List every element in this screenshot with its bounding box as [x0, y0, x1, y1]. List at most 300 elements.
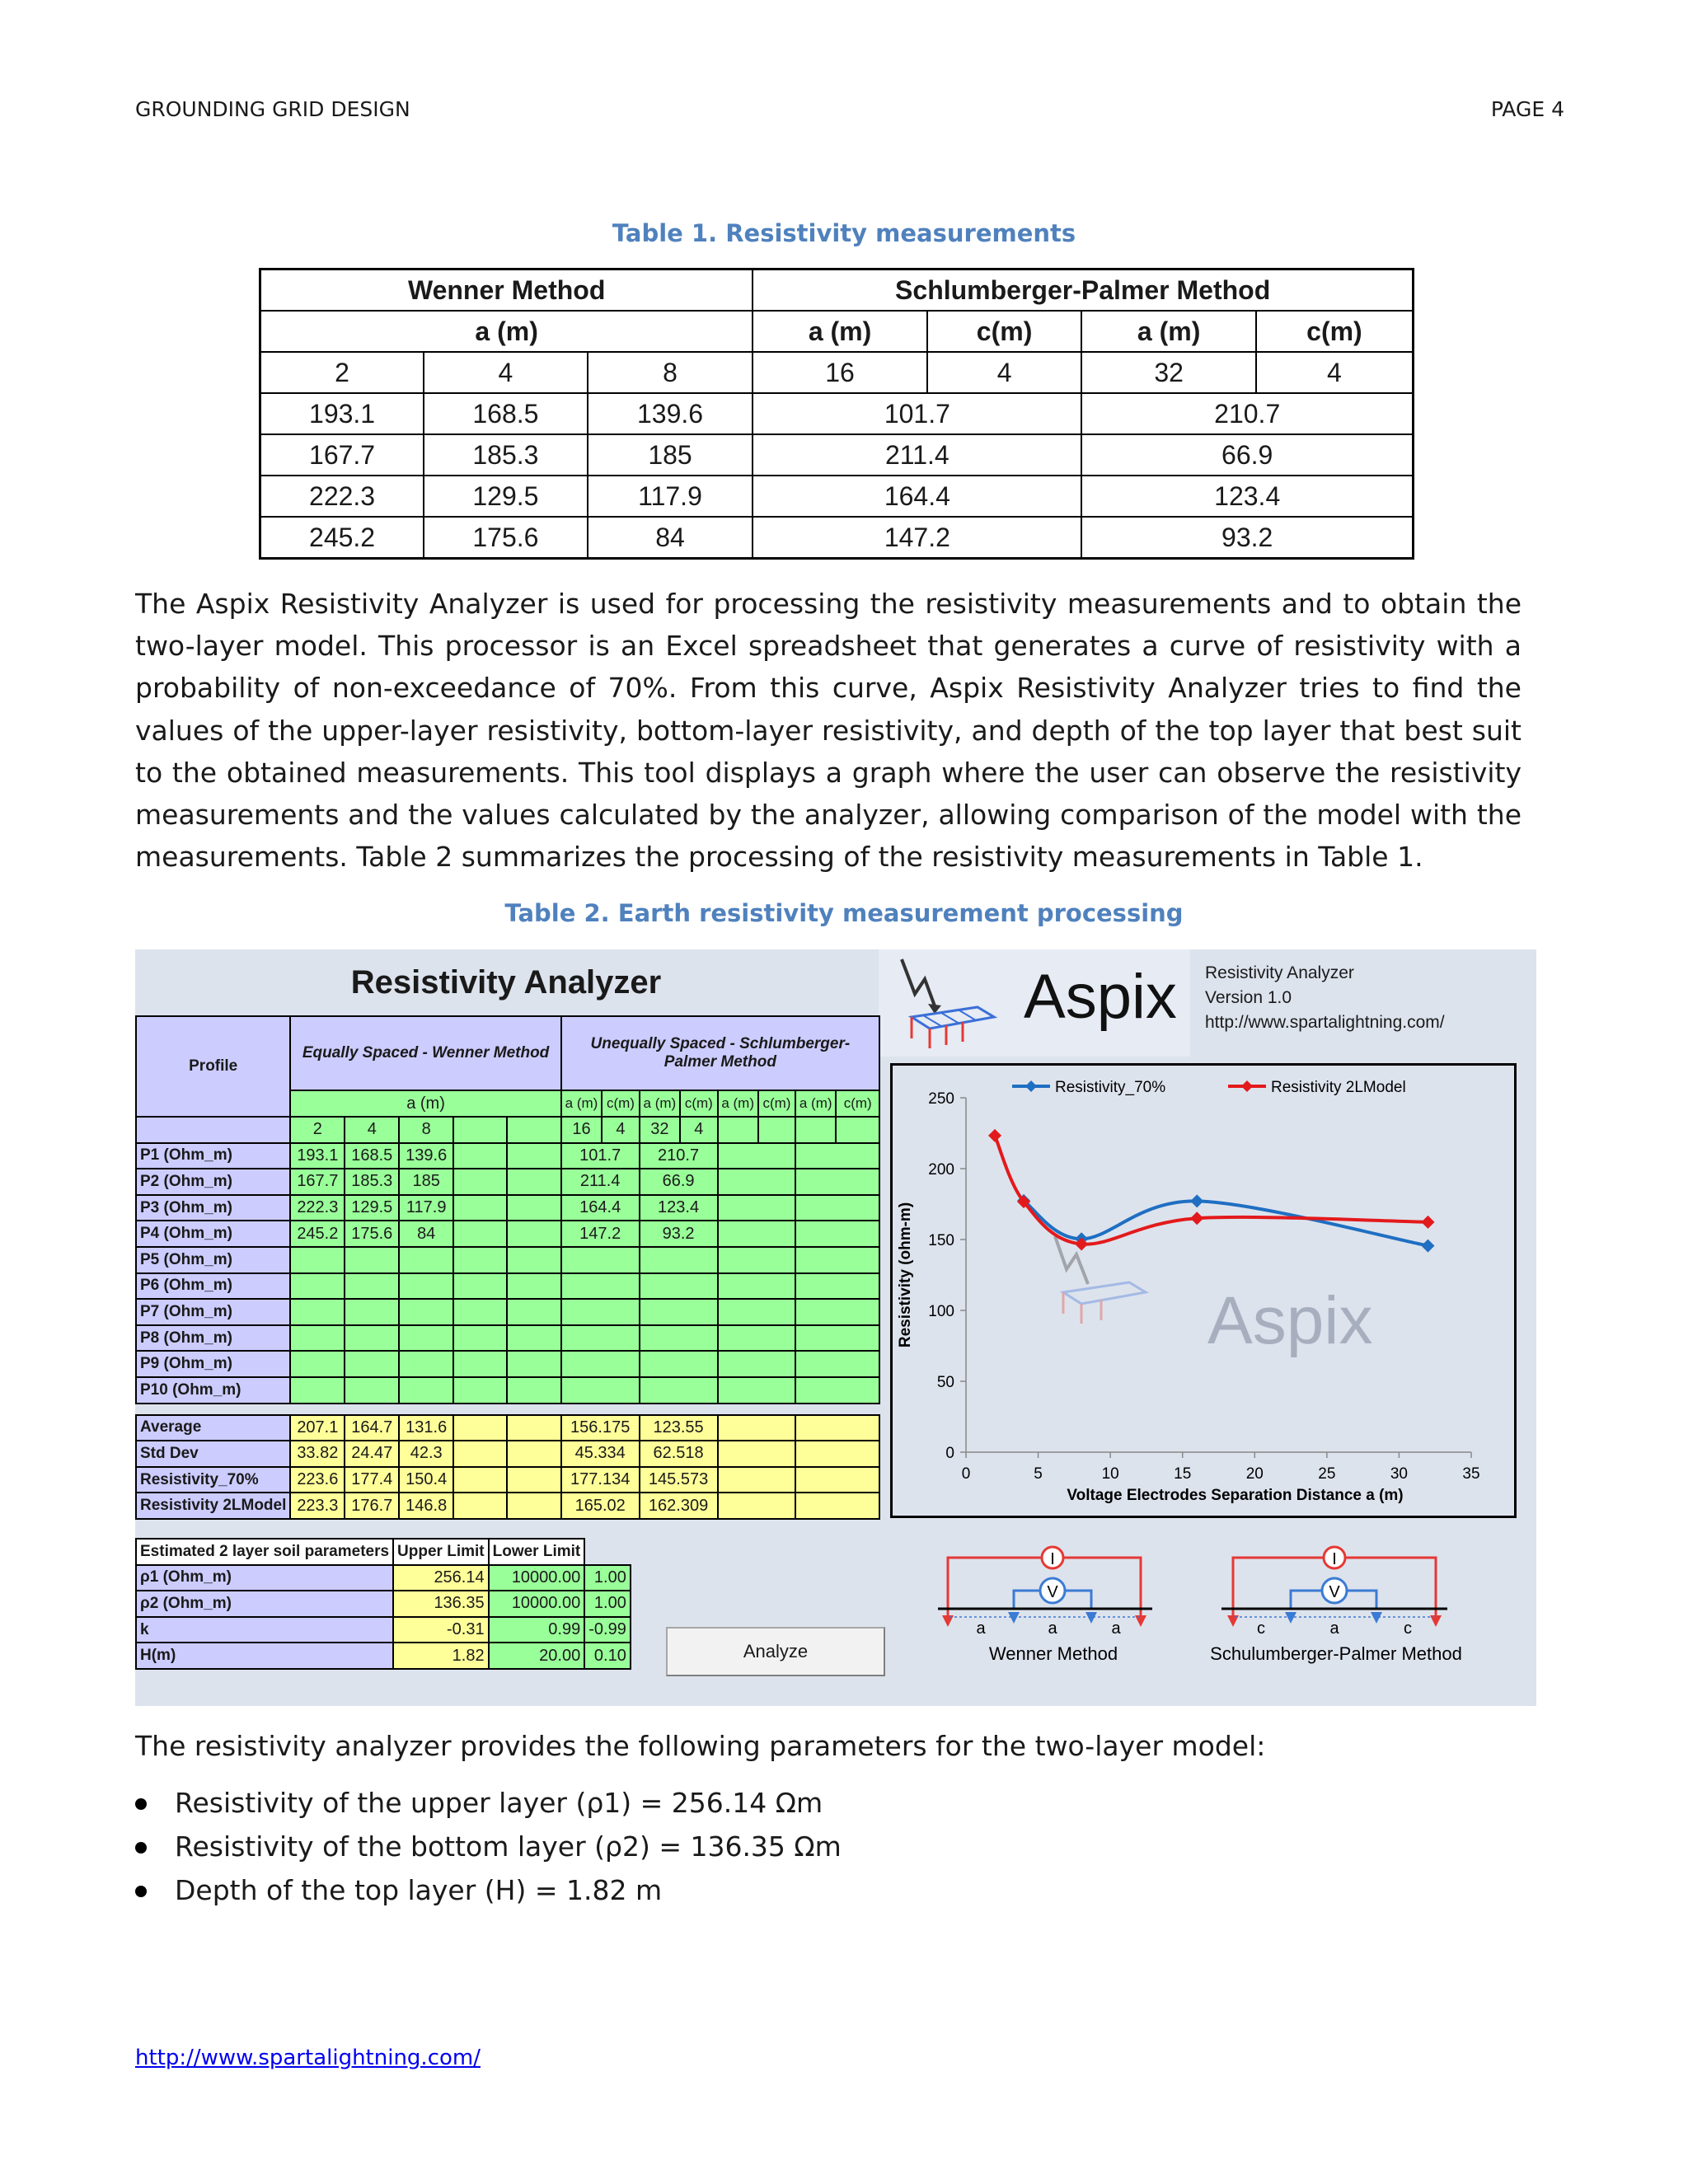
data-cell[interactable]: 167.7	[290, 1169, 345, 1195]
data-cell	[561, 1299, 640, 1325]
profile-row	[136, 1377, 879, 1404]
spacing-cell: 4	[424, 352, 588, 393]
param-label: ρ1 (Ohm_m)	[136, 1565, 393, 1591]
data-cell[interactable]	[507, 1377, 560, 1404]
column-header: c(m)	[836, 1090, 879, 1117]
params-row	[136, 1591, 631, 1617]
profile-row	[136, 1247, 879, 1273]
row-label: Resistivity 2LModel	[136, 1493, 290, 1519]
wenner-method-label: Wenner Method	[988, 1643, 1118, 1664]
table-cell: 164.4	[753, 476, 1081, 517]
data-cell	[795, 1415, 879, 1441]
table-cell: 185.3	[424, 434, 588, 476]
data-cell	[718, 1415, 796, 1441]
params-header: Estimated 2 layer soil parameters	[136, 1539, 393, 1565]
app-url[interactable]: http://www.spartalightning.com/	[1205, 1013, 1445, 1032]
spacing-cell: 4	[602, 1117, 639, 1143]
data-cell[interactable]	[345, 1247, 399, 1273]
table-cell: 167.7	[260, 434, 424, 476]
data-cell[interactable]: 168.5	[345, 1143, 399, 1169]
table-cell: 222.3	[260, 476, 424, 517]
spacing-cell: 16	[753, 352, 926, 393]
y-tick-label: 150	[928, 1232, 954, 1249]
data-cell	[718, 1299, 796, 1325]
data-cell[interactable]	[507, 1169, 560, 1195]
x-tick-label: 35	[1462, 1465, 1480, 1483]
table-cell: 123.4	[1081, 476, 1413, 517]
data-cell[interactable]: 131.6	[399, 1415, 453, 1441]
data-cell	[718, 1273, 796, 1300]
data-cell	[795, 1325, 879, 1352]
data-cell[interactable]	[290, 1351, 345, 1377]
data-cell	[718, 1247, 796, 1273]
params-header-row	[136, 1539, 631, 1565]
data-cell[interactable]	[453, 1467, 507, 1493]
data-cell: 45.334	[561, 1441, 640, 1467]
page-number: PAGE 4	[1490, 97, 1564, 121]
param-upper-limit[interactable]: 0.99	[489, 1617, 585, 1643]
data-cell[interactable]	[345, 1325, 399, 1352]
column-header: a (m)	[260, 311, 753, 352]
data-cell	[718, 1351, 796, 1377]
data-cell[interactable]: 129.5	[345, 1195, 399, 1221]
data-cell	[795, 1143, 879, 1169]
data-cell[interactable]: 150.4	[399, 1467, 453, 1493]
table-cell: 245.2	[260, 517, 424, 559]
spacing-cell: 32	[640, 1117, 681, 1143]
stat-row	[136, 1415, 879, 1441]
data-cell[interactable]: 117.9	[399, 1195, 453, 1221]
data-cell[interactable]	[399, 1247, 453, 1273]
data-cell	[718, 1441, 796, 1467]
param-label: H(m)	[136, 1643, 393, 1669]
data-cell	[718, 1325, 796, 1352]
table-cell: 168.5	[424, 393, 588, 434]
column-header: a (m)	[795, 1090, 836, 1117]
app-name: Resistivity Analyzer	[1205, 963, 1354, 982]
bullet-icon	[135, 1842, 147, 1854]
row-label: P6 (Ohm_m)	[136, 1273, 290, 1300]
row-label	[136, 1117, 290, 1143]
row-label: P1 (Ohm_m)	[136, 1143, 290, 1169]
data-cell[interactable]: 164.7	[345, 1415, 399, 1441]
profile-row	[136, 1273, 879, 1300]
schlumberger-method-label: Schulumberger-Palmer Method	[1210, 1643, 1462, 1664]
spacing-cell: 4	[345, 1117, 399, 1143]
table-cell: 175.6	[424, 517, 588, 559]
data-cell[interactable]	[507, 1351, 560, 1377]
row-label: Resistivity_70%	[136, 1467, 290, 1493]
data-cell[interactable]: 146.8	[399, 1493, 453, 1519]
legend-label: Resistivity 2LModel	[1271, 1079, 1406, 1096]
data-cell[interactable]: 175.6	[345, 1221, 399, 1247]
spacing-cell	[795, 1117, 836, 1143]
data-cell[interactable]: 84	[399, 1221, 453, 1247]
data-cell[interactable]	[290, 1247, 345, 1273]
row-label: P7 (Ohm_m)	[136, 1299, 290, 1325]
spacing-cell: 8	[588, 352, 753, 393]
x-tick-label: 5	[1034, 1465, 1043, 1483]
data-cell[interactable]: 185	[399, 1169, 453, 1195]
data-cell	[640, 1299, 718, 1325]
table-cell: 66.9	[1081, 434, 1413, 476]
data-cell: 162.309	[640, 1493, 718, 1519]
data-cell[interactable]	[345, 1377, 399, 1404]
body-paragraph-2: The resistivity analyzer provides the following parameters for the two-layer model:	[135, 1730, 1266, 1762]
data-cell	[640, 1351, 718, 1377]
data-cell[interactable]: 207.1	[290, 1415, 345, 1441]
spacing-cell: 4	[680, 1117, 717, 1143]
x-axis-label: Voltage Electrodes Separation Distance a (m)	[1067, 1487, 1404, 1504]
data-cell[interactable]	[453, 1169, 507, 1195]
table-cell: 147.2	[753, 517, 1081, 559]
schlumberger-diagram	[1200, 1531, 1472, 1666]
data-cell	[561, 1247, 640, 1273]
x-tick-label: 10	[1101, 1465, 1119, 1483]
data-cell[interactable]: 245.2	[290, 1221, 345, 1247]
table-row	[260, 393, 1414, 434]
data-cell	[795, 1493, 879, 1519]
soil-parameters-table	[135, 1538, 631, 1670]
data-cell: 147.2	[561, 1221, 640, 1247]
stat-row	[136, 1441, 879, 1467]
data-cell	[795, 1377, 879, 1404]
data-cell	[795, 1273, 879, 1300]
data-cell[interactable]	[507, 1299, 560, 1325]
resistivity-measurements-table	[259, 268, 1414, 560]
data-cell[interactable]: 185.3	[345, 1169, 399, 1195]
spacing-row	[136, 1117, 879, 1143]
bullet-text: Resistivity of the bottom layer (ρ2) = 136.35 Ωm	[175, 1830, 842, 1863]
current-label: I	[1050, 1550, 1055, 1568]
spacing-cell	[836, 1117, 879, 1143]
param-lower-limit[interactable]: 1.00	[584, 1565, 631, 1591]
profile-measurements-sheet	[135, 1015, 880, 1520]
data-cell	[561, 1273, 640, 1300]
data-cell[interactable]: 222.3	[290, 1195, 345, 1221]
data-cell	[718, 1493, 796, 1519]
column-header: c(m)	[927, 311, 1082, 352]
x-tick-label: 15	[1174, 1465, 1192, 1483]
spacer-cell	[136, 1404, 879, 1415]
y-tick-label: 0	[945, 1445, 954, 1462]
data-cell	[795, 1169, 879, 1195]
table-cell: 129.5	[424, 476, 588, 517]
data-cell	[640, 1247, 718, 1273]
analyzer-title: Resistivity Analyzer	[350, 964, 662, 1001]
table-cell: 185	[588, 434, 753, 476]
param-upper-limit[interactable]: 10000.00	[489, 1591, 585, 1617]
data-cell[interactable]	[453, 1273, 507, 1300]
spacing-label: a	[1111, 1619, 1121, 1638]
spacing-cell	[507, 1117, 560, 1143]
data-cell[interactable]	[507, 1143, 560, 1169]
data-cell[interactable]	[507, 1325, 560, 1352]
data-cell[interactable]: 42.3	[399, 1441, 453, 1467]
data-cell[interactable]	[290, 1325, 345, 1352]
data-cell	[561, 1325, 640, 1352]
spacing-cell	[718, 1117, 758, 1143]
data-cell[interactable]	[399, 1325, 453, 1352]
data-cell[interactable]	[507, 1441, 560, 1467]
data-cell[interactable]	[453, 1195, 507, 1221]
row-label: Std Dev	[136, 1441, 290, 1467]
table-cell: 193.1	[260, 393, 424, 434]
row-label: P3 (Ohm_m)	[136, 1195, 290, 1221]
column-header: c(m)	[602, 1090, 639, 1117]
table-cell: 211.4	[753, 434, 1081, 476]
param-lower-limit[interactable]: 0.10	[584, 1643, 631, 1669]
data-cell	[718, 1221, 796, 1247]
footer-link[interactable]: http://www.spartalightning.com/	[135, 2046, 481, 2070]
data-cell[interactable]	[399, 1351, 453, 1377]
spacing-cell: 4	[1256, 352, 1414, 393]
spacing-cell: 32	[1081, 352, 1255, 393]
bullet-text: Resistivity of the upper layer (ρ1) = 256.14 Ωm	[175, 1787, 823, 1819]
param-value: -0.31	[393, 1617, 489, 1643]
data-cell[interactable]	[453, 1247, 507, 1273]
profile-row	[136, 1325, 879, 1352]
stat-row	[136, 1493, 879, 1519]
row-label: P8 (Ohm_m)	[136, 1325, 290, 1352]
table-cell: 101.7	[753, 393, 1081, 434]
data-cell	[640, 1325, 718, 1352]
data-cell: 210.7	[640, 1143, 718, 1169]
row-label: Average	[136, 1415, 290, 1441]
param-upper-limit[interactable]: 20.00	[489, 1643, 585, 1669]
spacing-cell: 2	[290, 1117, 345, 1143]
data-cell[interactable]	[507, 1493, 560, 1519]
data-cell	[640, 1273, 718, 1300]
y-tick-label: 250	[928, 1090, 954, 1108]
app-info	[1205, 961, 1445, 1035]
param-label: k	[136, 1617, 393, 1643]
profile-row	[136, 1195, 879, 1221]
profile-row	[136, 1169, 879, 1195]
x-tick-label: 20	[1245, 1465, 1264, 1483]
data-cell[interactable]	[507, 1467, 560, 1493]
param-value: 1.82	[393, 1643, 489, 1669]
column-header: a (m)	[640, 1090, 681, 1117]
bullet-icon	[135, 1886, 147, 1897]
data-cell: 66.9	[640, 1169, 718, 1195]
data-cell	[795, 1299, 879, 1325]
data-cell[interactable]	[290, 1377, 345, 1404]
column-header: a (m)	[1081, 311, 1255, 352]
analyze-button[interactable]: Analyze	[666, 1627, 885, 1676]
data-cell[interactable]	[345, 1273, 399, 1300]
data-cell[interactable]	[345, 1351, 399, 1377]
aspix-logo-box	[879, 949, 1190, 1057]
data-cell[interactable]	[453, 1351, 507, 1377]
data-cell[interactable]	[507, 1221, 560, 1247]
profile-header: Profile	[136, 1016, 290, 1117]
row-label: P5 (Ohm_m)	[136, 1247, 290, 1273]
x-tick-label: 0	[961, 1465, 971, 1483]
spacing-cell	[453, 1117, 507, 1143]
data-cell[interactable]: 176.7	[345, 1493, 399, 1519]
data-cell	[718, 1143, 796, 1169]
data-cell[interactable]	[453, 1299, 507, 1325]
data-cell[interactable]	[399, 1377, 453, 1404]
data-cell	[561, 1377, 640, 1404]
data-cell[interactable]: 24.47	[345, 1441, 399, 1467]
wenner-method-header: Wenner Method	[260, 269, 753, 312]
row-label: P2 (Ohm_m)	[136, 1169, 290, 1195]
spacing-label: a	[976, 1619, 986, 1638]
data-cell: 156.175	[561, 1415, 640, 1441]
chart-frame	[892, 1065, 1516, 1517]
column-header: a (m)	[561, 1090, 603, 1117]
schlumberger-section-header: Unequally Spaced - Schlumberger-Palmer Method	[561, 1016, 879, 1090]
data-cell	[718, 1195, 796, 1221]
data-cell[interactable]	[453, 1325, 507, 1352]
param-value: 136.35	[393, 1591, 489, 1617]
row-label: P10 (Ohm_m)	[136, 1377, 290, 1404]
data-cell[interactable]: 33.82	[290, 1441, 345, 1467]
body-paragraph-1: The Aspix Resistivity Analyzer is used for processing the resistivity measurements and to obtain the two-layer model. This processor is an Excel spreadsheet that generates a curve of resistivity with a probability of non-exceedance of 70%. From this curve, Aspix Resistivity Analyzer tries to find the values of the upper-layer resistivity, bottom-layer resistivity, and depth of the top layer that best suit to the obtained measurements. This tool displays a graph where the user can observe the resistivity measurements and the values calculated by the analyzer, allowing comparison of the model with the measurements. Table 2 summarizes the processing of the resistivity measurements in Table 1.	[135, 588, 1522, 874]
params-row	[136, 1565, 631, 1591]
aspix-logo-icon	[887, 949, 1010, 1057]
column-header: c(m)	[758, 1090, 795, 1117]
param-lower-limit[interactable]: -0.99	[584, 1617, 631, 1643]
data-cell[interactable]: 193.1	[290, 1143, 345, 1169]
table2-caption: Table 2. Earth resistivity measurement processing	[504, 899, 1184, 927]
voltage-label: V	[1329, 1583, 1340, 1601]
running-header-title: GROUNDING GRID DESIGN	[135, 97, 410, 121]
spacing-label: a	[1048, 1619, 1057, 1638]
row-label: P9 (Ohm_m)	[136, 1351, 290, 1377]
data-cell	[718, 1169, 796, 1195]
data-cell[interactable]	[453, 1415, 507, 1441]
data-cell[interactable]	[290, 1299, 345, 1325]
column-header: a (m)	[753, 311, 926, 352]
data-cell: 62.518	[640, 1441, 718, 1467]
table-cell: 210.7	[1081, 393, 1413, 434]
spacing-cell	[758, 1117, 795, 1143]
data-cell	[795, 1195, 879, 1221]
bullet-icon	[135, 1798, 147, 1810]
stat-row	[136, 1467, 879, 1493]
data-cell: 145.573	[640, 1467, 718, 1493]
row-label: P4 (Ohm_m)	[136, 1221, 290, 1247]
data-cell[interactable]	[453, 1493, 507, 1519]
y-tick-label: 200	[928, 1161, 954, 1179]
data-cell	[561, 1351, 640, 1377]
spacer-row	[136, 1404, 879, 1415]
data-cell[interactable]	[453, 1377, 507, 1404]
spacing-cell: 2	[260, 352, 424, 393]
table1-caption: Table 1. Resistivity measurements	[612, 219, 1076, 247]
profile-row	[136, 1299, 879, 1325]
profile-row	[136, 1351, 879, 1377]
params-header: Lower Limit	[489, 1539, 585, 1565]
data-cell: 177.134	[561, 1467, 640, 1493]
data-cell[interactable]	[507, 1273, 560, 1300]
schlumberger-method-header: Schlumberger-Palmer Method	[753, 269, 1413, 312]
data-cell: 211.4	[561, 1169, 640, 1195]
data-cell: 164.4	[561, 1195, 640, 1221]
spacing-cell: 4	[927, 352, 1082, 393]
y-axis-label: Resistivity (ohm-m)	[897, 1202, 914, 1348]
data-cell[interactable]	[453, 1221, 507, 1247]
params-row	[136, 1617, 631, 1643]
data-cell	[718, 1467, 796, 1493]
table-cell: 93.2	[1081, 517, 1413, 559]
table-cell: 139.6	[588, 393, 753, 434]
data-cell[interactable]	[507, 1415, 560, 1441]
param-lower-limit[interactable]: 1.00	[584, 1591, 631, 1617]
legend-label: Resistivity_70%	[1055, 1079, 1166, 1096]
spacing-label: c	[1257, 1619, 1265, 1638]
param-value: 256.14	[393, 1565, 489, 1591]
table-row	[260, 476, 1414, 517]
data-cell[interactable]: 223.6	[290, 1467, 345, 1493]
data-cell[interactable]	[399, 1273, 453, 1300]
data-cell	[795, 1441, 879, 1467]
params-header: Upper Limit	[393, 1539, 489, 1565]
voltage-label: V	[1047, 1583, 1058, 1601]
data-cell	[795, 1247, 879, 1273]
profile-row	[136, 1143, 879, 1169]
data-cell	[795, 1467, 879, 1493]
column-header: a (m)	[290, 1090, 560, 1117]
data-cell[interactable]: 139.6	[399, 1143, 453, 1169]
spacing-label: a	[1329, 1619, 1339, 1638]
data-cell: 93.2	[640, 1221, 718, 1247]
data-cell[interactable]	[345, 1299, 399, 1325]
data-cell[interactable]: 223.3	[290, 1493, 345, 1519]
data-cell	[795, 1351, 879, 1377]
data-cell[interactable]	[290, 1273, 345, 1300]
x-tick-label: 30	[1390, 1465, 1408, 1483]
data-cell	[640, 1377, 718, 1404]
current-label: I	[1332, 1550, 1337, 1568]
table-row	[260, 517, 1414, 559]
param-label: ρ2 (Ohm_m)	[136, 1591, 393, 1617]
column-header: c(m)	[680, 1090, 717, 1117]
table-cell: 117.9	[588, 476, 753, 517]
data-cell: 101.7	[561, 1143, 640, 1169]
spacing-label: c	[1404, 1619, 1412, 1638]
wenner-section-header: Equally Spaced - Wenner Method	[290, 1016, 560, 1090]
profile-row	[136, 1221, 879, 1247]
y-tick-label: 100	[928, 1303, 954, 1320]
param-upper-limit[interactable]: 10000.00	[489, 1565, 585, 1591]
data-cell: 123.55	[640, 1415, 718, 1441]
watermark-text: Aspix	[1207, 1283, 1373, 1358]
data-cell[interactable]: 177.4	[345, 1467, 399, 1493]
spacing-cell: 8	[399, 1117, 453, 1143]
table-cell: 84	[588, 517, 753, 559]
data-cell[interactable]	[507, 1195, 560, 1221]
data-cell[interactable]	[507, 1247, 560, 1273]
table-row	[260, 434, 1414, 476]
data-cell[interactable]	[453, 1143, 507, 1169]
data-cell	[795, 1221, 879, 1247]
data-cell[interactable]	[399, 1299, 453, 1325]
spacing-cell: 16	[561, 1117, 603, 1143]
column-header: a (m)	[718, 1090, 758, 1117]
data-cell: 123.4	[640, 1195, 718, 1221]
column-header: c(m)	[1256, 311, 1414, 352]
data-cell	[718, 1377, 796, 1404]
bullet-text: Depth of the top layer (H) = 1.82 m	[175, 1874, 663, 1906]
x-tick-label: 25	[1318, 1465, 1336, 1483]
data-cell: 165.02	[561, 1493, 640, 1519]
resistivity-chart	[890, 1063, 1517, 1518]
data-cell[interactable]	[453, 1441, 507, 1467]
